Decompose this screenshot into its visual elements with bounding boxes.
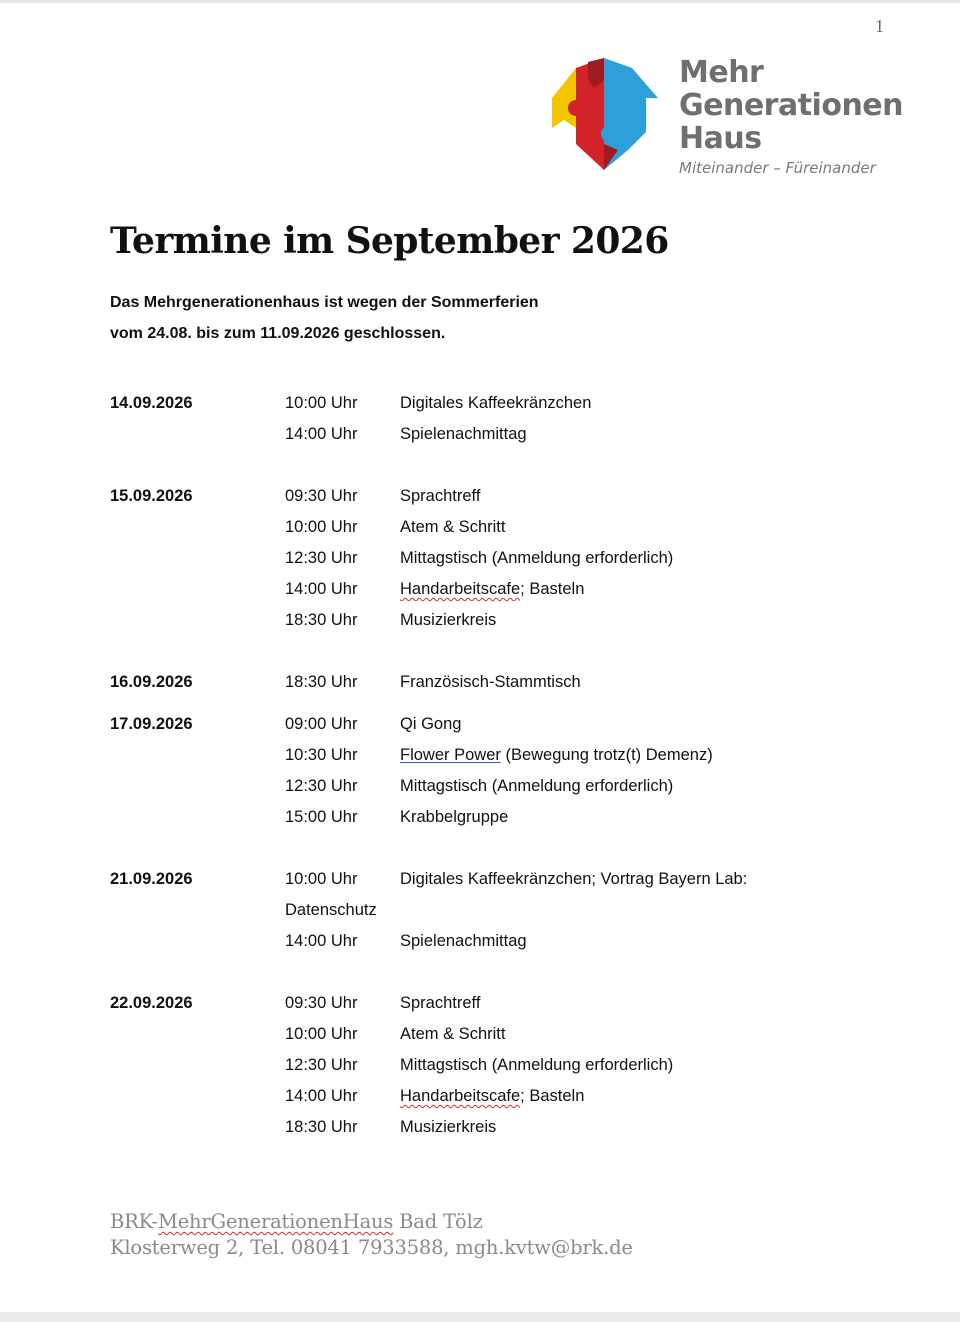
event-time: 12:30 Uhr — [285, 777, 358, 795]
event-time: 14:00 Uhr — [285, 580, 358, 598]
event-row — [110, 802, 870, 833]
footer-address: Klosterweg 2, Tel. 08041 7933588, mgh.kvtw@brk.de — [110, 1236, 633, 1259]
schedule-day — [110, 988, 870, 1143]
event-row — [110, 543, 870, 574]
event-time: 10:00 Uhr — [285, 518, 358, 536]
event-time: 12:30 Uhr — [285, 1056, 358, 1074]
event-title: Digitales Kaffeekränzchen; Vortrag Bayern Lab: — [400, 870, 748, 888]
event-title-rest: (Bewegung trotz(t) Demenz) — [500, 746, 713, 764]
flower-power-link[interactable]: Flower Power — [400, 746, 501, 764]
event-row-continuation — [110, 895, 870, 926]
event-title: Französisch-Stammtisch — [400, 673, 581, 691]
event-row — [110, 605, 870, 636]
event-title: Mittagstisch (Anmeldung erforderlich) — [400, 1056, 674, 1074]
event-title: Mittagstisch (Anmeldung erforderlich) — [400, 549, 674, 567]
event-row — [110, 512, 870, 543]
event-title: Digitales Kaffeekränzchen — [400, 394, 592, 412]
event-time: 09:30 Uhr — [285, 487, 358, 505]
event-time: 18:30 Uhr — [285, 1118, 358, 1136]
closure-notice-line-1: Das Mehrgenerationenhaus ist wegen der Sommerferien — [110, 294, 539, 311]
spellcheck-marked-word: MehrGenerationenHaus — [157, 1210, 394, 1233]
event-row — [110, 419, 870, 450]
footer-org-prefix: BRK- — [110, 1210, 158, 1233]
event-date: 17.09.2026 — [110, 715, 193, 733]
event-title: Mittagstisch (Anmeldung erforderlich) — [400, 777, 674, 795]
event-date: 15.09.2026 — [110, 487, 193, 505]
event-time: 10:00 Uhr — [285, 394, 358, 412]
event-row — [110, 1050, 870, 1081]
schedule-day — [110, 864, 870, 957]
page-bottom-edge — [0, 1312, 960, 1322]
closure-notice-line-2: vom 24.08. bis zum 11.09.2026 geschlossen. — [110, 325, 446, 342]
event-row — [110, 574, 870, 605]
event-title — [400, 1081, 584, 1112]
event-row — [110, 926, 870, 957]
spellcheck-marked-word: Handarbeitscafe — [400, 1087, 521, 1105]
event-time: 14:00 Uhr — [285, 1087, 358, 1105]
logo-line-mehr: Mehr — [679, 55, 764, 90]
event-row — [110, 388, 870, 419]
event-time: 12:30 Uhr — [285, 549, 358, 567]
mgh-logo — [548, 55, 904, 186]
footer-org-suffix: Bad Tölz — [393, 1210, 483, 1233]
event-schedule — [110, 388, 870, 1174]
event-title: Atem & Schritt — [400, 1025, 506, 1043]
event-title: Musizierkreis — [400, 611, 497, 629]
event-date: 14.09.2026 — [110, 394, 193, 412]
footer-contact — [110, 1209, 633, 1261]
event-title-continuation: Datenschutz — [285, 901, 377, 919]
event-title-rest: ; Basteln — [520, 1087, 585, 1105]
page-title: Termine im September 2026 — [110, 220, 669, 262]
event-time: 10:30 Uhr — [285, 746, 358, 764]
event-title: Sprachtreff — [400, 487, 481, 505]
event-time: 14:00 Uhr — [285, 425, 358, 443]
event-row — [110, 1019, 870, 1050]
footer-organization — [110, 1209, 633, 1235]
closure-notice — [110, 287, 539, 349]
event-time: 10:00 Uhr — [285, 870, 358, 888]
page-number: 1 — [875, 16, 884, 36]
event-row — [110, 667, 870, 698]
event-time: 18:30 Uhr — [285, 611, 358, 629]
event-title: Qi Gong — [400, 715, 462, 733]
event-row — [110, 481, 870, 512]
event-date: 22.09.2026 — [110, 994, 193, 1012]
house-puzzle-logo-icon — [548, 58, 660, 170]
logo-line-generationen: Generationen — [679, 88, 904, 123]
event-row — [110, 988, 870, 1019]
event-row — [110, 771, 870, 802]
page-top-edge — [0, 0, 960, 3]
event-time: 09:00 Uhr — [285, 715, 358, 733]
event-time: 18:30 Uhr — [285, 673, 358, 691]
event-title: Spielenachmittag — [400, 932, 527, 950]
event-time: 15:00 Uhr — [285, 808, 358, 826]
logo-tagline: Miteinander – Füreinander — [679, 159, 876, 177]
schedule-day — [110, 481, 870, 636]
event-row — [110, 1081, 870, 1112]
schedule-day — [110, 388, 870, 450]
event-title: Krabbelgruppe — [400, 808, 509, 826]
event-row — [110, 1112, 870, 1143]
schedule-day — [110, 667, 870, 698]
event-title: Atem & Schritt — [400, 518, 506, 536]
event-time: 10:00 Uhr — [285, 1025, 358, 1043]
event-title — [400, 574, 584, 605]
schedule-day — [110, 709, 870, 833]
event-title — [400, 740, 713, 771]
event-date: 16.09.2026 — [110, 673, 193, 691]
event-row — [110, 740, 870, 771]
spellcheck-marked-word: Handarbeitscafe — [400, 580, 521, 598]
logo-line-haus: Haus — [679, 121, 762, 156]
event-row — [110, 864, 870, 895]
event-title: Musizierkreis — [400, 1118, 497, 1136]
logo-wordmark — [679, 56, 903, 177]
event-title-rest: ; Basteln — [520, 580, 585, 598]
event-title: Spielenachmittag — [400, 425, 527, 443]
event-date: 21.09.2026 — [110, 870, 193, 888]
event-row — [110, 709, 870, 740]
event-time: 14:00 Uhr — [285, 932, 358, 950]
event-title: Sprachtreff — [400, 994, 481, 1012]
event-time: 09:30 Uhr — [285, 994, 358, 1012]
